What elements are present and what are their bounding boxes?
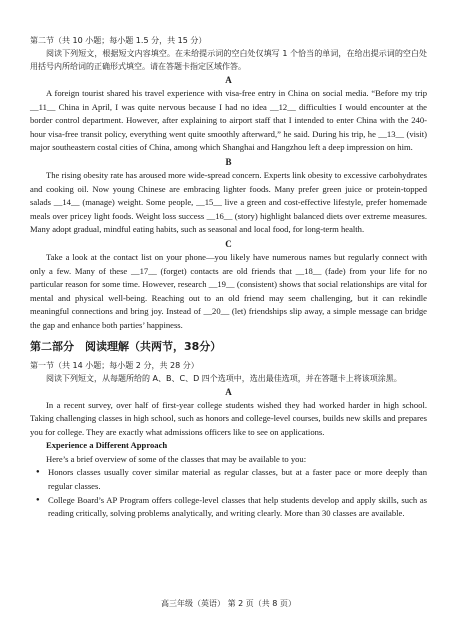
passage-a-label: A: [225, 75, 232, 85]
passage-a-text: A foreign tourist shared his travel experience with visa-free entry in China on social media. “Before my trip __11__ China in April, I was quite nervous because I had no idea __12__ difficulties I would encounter at the border control department. However, after explaining to airport staff that I intended to enter China with the 240-hour visa-free transit policy, everything went quite smoothly afterward,” he said. During his trip, he __13__ (visit) major southeastern costal cities of China, among which Shanghai and Hangzhou left a deep impression on him.: [30, 88, 427, 153]
class-list: [30, 466, 427, 520]
section2-instruction: 阅读下列短文，根据短文内容填空。在未给提示词的空白处仅填写 1 个恰当的单词，在给出提示词的空白处用括号内所给词的正确形式填空。请在答题卡指定区域作答。: [30, 49, 427, 71]
page-footer: 高三年级（英语） 第 2 页（共 8 页）: [161, 599, 296, 608]
section2-header: 第二节（共 10 小题；每小题 1.5 分，共 15 分）: [30, 36, 207, 45]
passage-b-text: The rising obesity rate has aroused more wide-spread concern. Experts link obesity to excessive carbohydrates and cooking oil. Now young Chinese are embracing lighter foods. Many prefer green juice or protein-topped salads __14__ (manage) weight. Some people, __15__ live a green and cost-effective lifestyle, prefer homemade meals over pricey light foods. Weight loss success __16__ (story) highlight balanced diets over extreme measures. Many adopt gradual, mindful eating habits, such as seasonal and local food, for long-term health.: [30, 169, 427, 235]
reading-a-label: A: [225, 386, 232, 397]
reading-a-overview: Here’s a brief overview of some of the classes that may be available to you:: [46, 453, 307, 464]
class-list-item: ● Honors classes usually cover similar material as regular classes, but at a faster pace or more deeply than regular classes.: [40, 466, 427, 493]
part2-section1-header: 第一节（共 14 小题；每小题 2 分，共 28 分）: [30, 360, 199, 370]
part2-section1-instruction: 阅读下列短文，从每题所给的 A、B、C、D 四个选项中，选出最佳选项，并在答题卡上将该项涂黑。: [46, 373, 402, 383]
reading-a-subtitle: Experience a Different Approach: [46, 440, 168, 451]
part2-heading: 第二部分 阅读理解（共两节，38分）: [30, 339, 222, 353]
class-list-item: ● College Board’s AP Program offers college-level classes that help students develop and apply skills, such as reading critically, solving problems analytically, and writing clearly. More than 30 classes are available.: [40, 494, 427, 521]
passage-b-label: B: [225, 156, 232, 167]
passage-c-label: C: [225, 238, 232, 249]
passage-c-text: Take a look at the contact list on your phone—you likely have numerous names but regularly connect with only a few. Many of these __17__ (forget) contacts are old friends that __18__ (fade) from your life for no particular reason for some time. However, research __19__ (consistent) shows that social relationships are vital for mental and physical well-being. Reaching out to an old friend may seem challenging, but it can rekindle meaningful connections and bring joy. Instead of __20__ (let) friendships slip away, a simple message can bridge the gap and enhance both parties’ happiness.: [30, 251, 427, 330]
reading-a-text: In a recent survey, over half of first-year college students wished they had worked harder in high school. Taking challenging classes in high school, such as honors and college-level courses, builds new skills and prepares you for college. They are exactly what admissions officers like to see on applications.: [30, 399, 427, 437]
